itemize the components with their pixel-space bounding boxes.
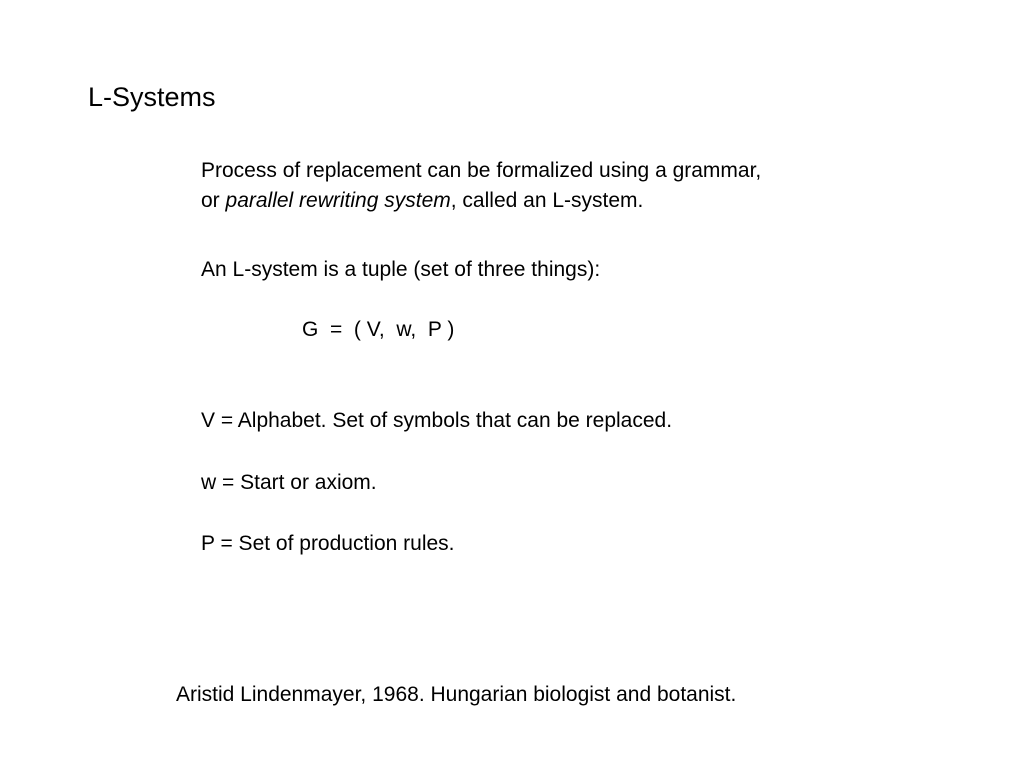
footnote: Aristid Lindenmayer, 1968. Hungarian biologist and botanist. [176,683,737,706]
tuple-intro: An L-system is a tuple (set of three things): [201,258,601,281]
intro-paragraph [201,156,761,216]
intro-line-2 [201,186,761,216]
definition-p: P = Set of production rules. [201,532,455,555]
intro-line-2-prefix: or [201,189,226,212]
definition-v: V = Alphabet. Set of symbols that can be replaced. [201,409,673,432]
tuple-formula: G = ( V, w, P ) [302,318,455,341]
intro-italic-term: parallel rewriting system [225,189,451,212]
slide-title: L-Systems [88,82,216,112]
intro-line-2-suffix: , called an L-system. [450,189,644,212]
intro-line-1: Process of replacement can be formalized using a grammar, [201,159,762,182]
definition-w: w = Start or axiom. [201,471,377,494]
